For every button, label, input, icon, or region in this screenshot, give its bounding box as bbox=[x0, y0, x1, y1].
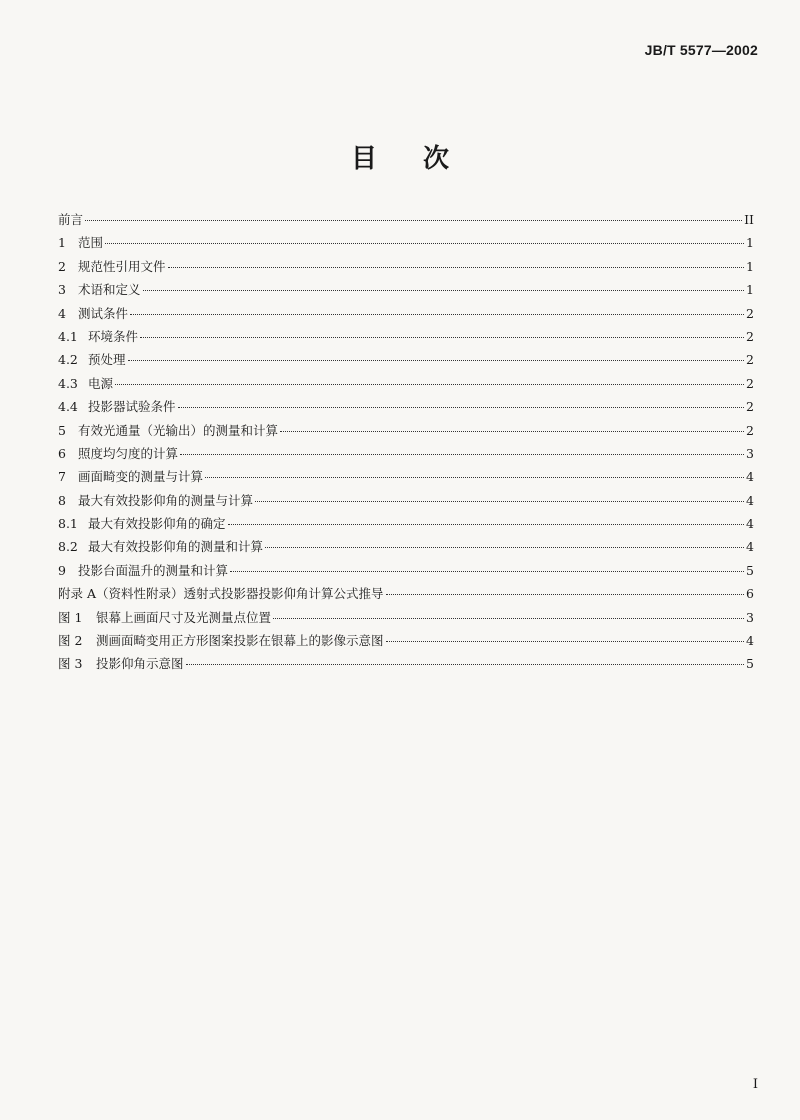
toc-entry-number: 9 bbox=[58, 562, 66, 578]
toc-entry[interactable] bbox=[58, 489, 754, 512]
toc-entry-number: 4.4 bbox=[58, 399, 78, 415]
toc-entry-page: 3 bbox=[746, 445, 754, 461]
toc-entry-label: 投影台面温升的测量和计算 bbox=[78, 562, 229, 578]
toc-entry-page: 4 bbox=[746, 539, 754, 555]
toc-entry-page: 4 bbox=[746, 469, 754, 485]
toc-entry[interactable] bbox=[58, 442, 754, 465]
toc-dot-leader bbox=[280, 431, 744, 432]
toc-entry[interactable] bbox=[58, 372, 754, 395]
toc-entry-page: II bbox=[744, 212, 754, 227]
toc-entry[interactable] bbox=[58, 302, 754, 325]
toc-entry-page: 4 bbox=[746, 516, 754, 532]
toc-entry-page: 5 bbox=[746, 656, 754, 672]
toc-entry[interactable] bbox=[58, 582, 754, 605]
page-number: I bbox=[752, 1077, 758, 1092]
toc-entry-number: 4.1 bbox=[58, 328, 78, 344]
toc-dot-leader bbox=[128, 360, 744, 361]
toc-dot-leader bbox=[386, 641, 744, 642]
toc-entry-number: 图 3 bbox=[58, 656, 83, 672]
toc-entry-number: 4.3 bbox=[58, 375, 78, 391]
toc-entry-page: 2 bbox=[746, 352, 754, 368]
toc-entry-label: 范围 bbox=[78, 235, 104, 251]
toc-entry[interactable] bbox=[58, 606, 754, 629]
toc-entry[interactable] bbox=[58, 395, 754, 418]
toc-entry-label: 前言 bbox=[58, 212, 84, 227]
toc-dot-leader bbox=[186, 664, 744, 665]
toc-entry-page: 1 bbox=[746, 282, 754, 298]
page-title: 目次 bbox=[350, 144, 495, 174]
toc-entry-label: 附录 A（资料性附录）透射式投影器投影仰角计算公式推导 bbox=[58, 586, 384, 602]
toc-entry-page: 6 bbox=[746, 586, 754, 602]
toc-entry-number: 8.1 bbox=[58, 516, 78, 532]
toc-entry-number: 1 bbox=[58, 235, 66, 251]
toc-entry[interactable] bbox=[58, 629, 754, 652]
toc-entry-label: 测试条件 bbox=[78, 305, 129, 321]
toc-entry-number: 2 bbox=[58, 258, 66, 274]
toc-entry-label: 术语和定义 bbox=[78, 282, 141, 298]
toc-dot-leader bbox=[178, 407, 744, 408]
toc-entry-number: 图 1 bbox=[58, 609, 83, 625]
toc-entry-number: 图 2 bbox=[58, 633, 83, 649]
toc-dot-leader bbox=[273, 618, 744, 619]
toc-entry-label: 画面畸变的测量与计算 bbox=[78, 469, 204, 485]
toc-entry[interactable] bbox=[58, 419, 754, 442]
toc-entry[interactable] bbox=[58, 465, 754, 488]
toc-entry[interactable] bbox=[58, 208, 754, 231]
toc-entry[interactable] bbox=[58, 231, 754, 254]
toc-entry-label: 投影器试验条件 bbox=[88, 399, 176, 415]
toc-entry-number: 4 bbox=[58, 305, 66, 321]
toc-entry[interactable] bbox=[58, 652, 754, 675]
toc-entry[interactable] bbox=[58, 559, 754, 582]
toc-entry[interactable] bbox=[58, 348, 754, 371]
toc-entry-label: 电源 bbox=[88, 375, 114, 391]
toc-dot-leader bbox=[180, 454, 744, 455]
toc-entry-label: 银幕上画面尺寸及光测量点位置 bbox=[96, 609, 272, 625]
toc-entry[interactable] bbox=[58, 255, 754, 278]
toc-entry-number: 8 bbox=[58, 492, 66, 508]
toc-entry-label: 环境条件 bbox=[88, 328, 139, 344]
toc-dot-leader bbox=[228, 524, 744, 525]
toc-entry[interactable] bbox=[58, 512, 754, 535]
toc-dot-leader bbox=[140, 337, 744, 338]
toc-entry-page: 2 bbox=[746, 305, 754, 321]
toc-entry[interactable] bbox=[58, 535, 754, 558]
toc-entry-page: 2 bbox=[746, 399, 754, 415]
toc-dot-leader bbox=[265, 547, 744, 548]
toc-entry-number: 4.2 bbox=[58, 352, 78, 368]
toc-dot-leader bbox=[205, 477, 744, 478]
toc-entry-label: 照度均匀度的计算 bbox=[78, 445, 179, 461]
toc-dot-leader bbox=[85, 220, 742, 221]
toc-entry-number: 6 bbox=[58, 445, 66, 461]
toc-entry-number: 8.2 bbox=[58, 539, 78, 555]
toc-entry-page: 4 bbox=[746, 492, 754, 508]
toc-dot-leader bbox=[230, 571, 744, 572]
toc-dot-leader bbox=[105, 243, 744, 244]
toc-entry-label: 测画面畸变用正方形图案投影在银幕上的影像示意图 bbox=[96, 633, 384, 649]
toc-dot-leader bbox=[386, 594, 744, 595]
toc-entry[interactable] bbox=[58, 325, 754, 348]
toc-entry-number: 5 bbox=[58, 422, 66, 438]
toc-entry-number: 3 bbox=[58, 282, 66, 298]
toc-entry-label: 规范性引用文件 bbox=[78, 258, 166, 274]
toc-entry-label: 最大有效投影仰角的测量和计算 bbox=[88, 539, 264, 555]
table-of-contents bbox=[58, 208, 754, 676]
toc-entry-number: 7 bbox=[58, 469, 66, 485]
toc-entry[interactable] bbox=[58, 278, 754, 301]
toc-entry-page: 1 bbox=[746, 235, 754, 251]
toc-entry-page: 3 bbox=[746, 609, 754, 625]
toc-entry-page: 5 bbox=[746, 562, 754, 578]
standard-code: JB/T 5577—2002 bbox=[644, 42, 758, 58]
toc-entry-label: 最大有效投影仰角的确定 bbox=[88, 516, 226, 532]
toc-dot-leader bbox=[115, 384, 744, 385]
toc-entry-page: 2 bbox=[746, 422, 754, 438]
toc-dot-leader bbox=[130, 314, 744, 315]
toc-entry-page: 1 bbox=[746, 258, 754, 274]
toc-entry-label: 最大有效投影仰角的测量与计算 bbox=[78, 492, 254, 508]
toc-entry-label: 有效光通量（光输出）的测量和计算 bbox=[78, 422, 279, 438]
toc-entry-label: 预处理 bbox=[88, 352, 126, 368]
toc-entry-page: 2 bbox=[746, 328, 754, 344]
toc-entry-page: 2 bbox=[746, 375, 754, 391]
toc-dot-leader bbox=[255, 501, 744, 502]
toc-dot-leader bbox=[168, 267, 744, 268]
toc-dot-leader bbox=[143, 290, 744, 291]
toc-entry-label: 投影仰角示意图 bbox=[96, 656, 184, 672]
toc-entry-page: 4 bbox=[746, 633, 754, 649]
